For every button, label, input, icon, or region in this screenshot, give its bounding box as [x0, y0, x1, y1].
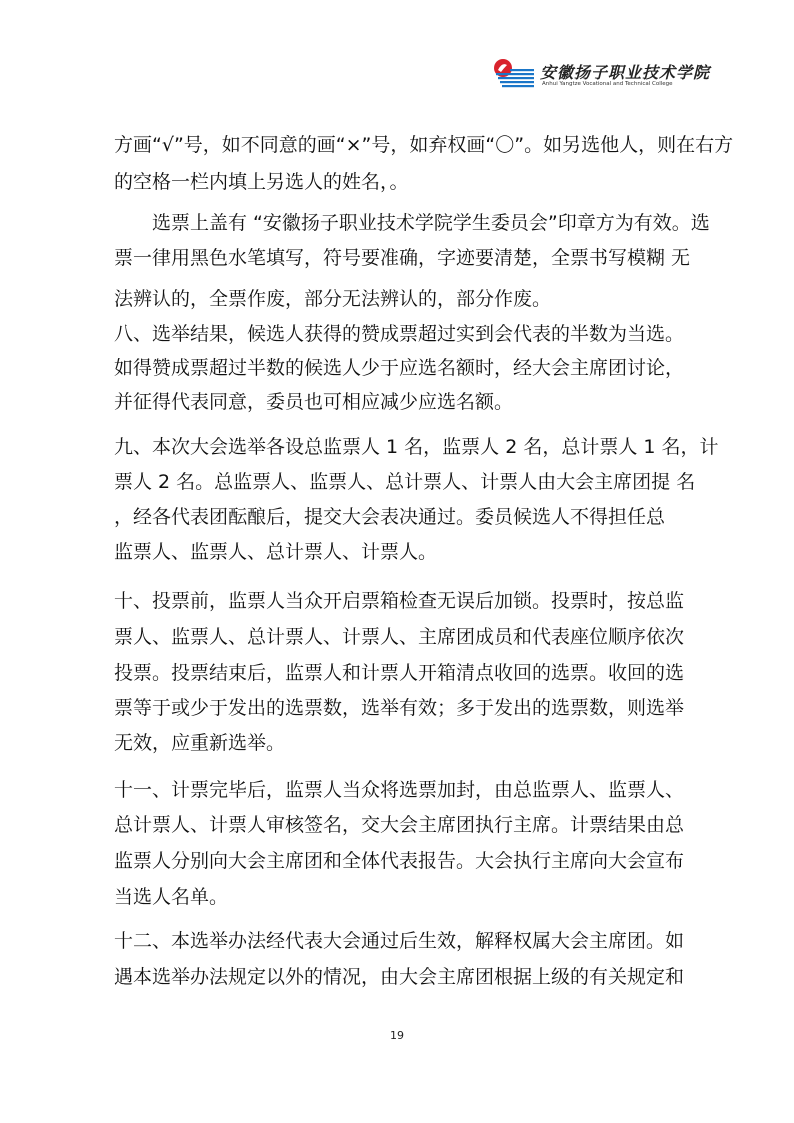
text-line: 选票上盖有 “安徽扬子职业技术学院学生委员会”印章方为有效。选 [114, 212, 710, 234]
text-line: 方画“√”号，如不同意的画“×”号，如弃权画“〇”。如另选他人，则在右方 [114, 134, 734, 156]
text-line: 的空格一栏内填上另选人的姓名，。 [114, 171, 409, 193]
text-line: 票一律用黑色水笔填写，符号要准确，字迹要清楚，全票书写模糊 无 [114, 247, 691, 269]
text-line: 十二、本选举办法经代表大会通过后生效，解释权属大会主席团。如 [114, 930, 685, 952]
text-line: 投票。投票结束后，监票人和计票人开箱清点收回的选票。收回的选 [114, 662, 685, 684]
text-line: 票人 2 名。总监票人、监票人、总计票人、计票人由大会主席团提 名 [114, 471, 696, 493]
text-line: 总计票人、计票人审核签名，交大会主席团执行主席。计票结果由总 [114, 814, 685, 836]
text-line: 当选人名单。 [114, 886, 229, 908]
text-line: 票人、监票人、总计票人、计票人、主席团成员和代表座位顺序依次 [114, 626, 685, 648]
text-line: 十、投票前，监票人当众开启票箱检查无误后加锁。投票时，按总监 [114, 590, 685, 612]
college-name-cn: 安徽扬子职业技术学院 [540, 63, 711, 82]
text-line: 票等于或少于发出的选票数，选举有效；多于发出的选票数，则选举 [114, 697, 685, 719]
text-line: 监票人分别向大会主席团和全体代表报告。大会执行主席向大会宣布 [114, 850, 685, 872]
text-line: ，经各代表团酝酿后，提交大会表决通过。委员候选人不得担任总 [114, 506, 666, 528]
page-header [492, 56, 711, 94]
college-name-en: Anhui Yangtze Vocational and Technical College [542, 81, 673, 87]
text-line: 并征得代表同意，委员也可相应减少应选名额。 [114, 391, 514, 413]
page-number: 19 [390, 1029, 404, 1042]
text-line: 监票人、监票人、总计票人、计票人。 [114, 541, 438, 563]
text-line: 如得赞成票超过半数的候选人少于应选名额时，经大会主席团讨论， [114, 357, 685, 379]
text-line: 十一、计票完毕后，监票人当众将选票加封，由总监票人、监票人、 [114, 779, 685, 801]
text-line: 八、选举结果，候选人获得的赞成票超过实到会代表的半数为当选。 [114, 323, 685, 345]
text-line: 法辨认的，全票作废，部分无法辨认的，部分作废。 [114, 288, 552, 310]
text-line: 遇本选举办法规定以外的情况，由大会主席团根据上级的有关规定和 [114, 966, 685, 988]
college-logo-icon [492, 56, 536, 90]
text-line: 无效，应重新选举。 [114, 732, 286, 754]
text-line: 九、本次大会选举各设总监票人 1 名，监票人 2 名，总计票人 1 名，计 [114, 436, 719, 458]
